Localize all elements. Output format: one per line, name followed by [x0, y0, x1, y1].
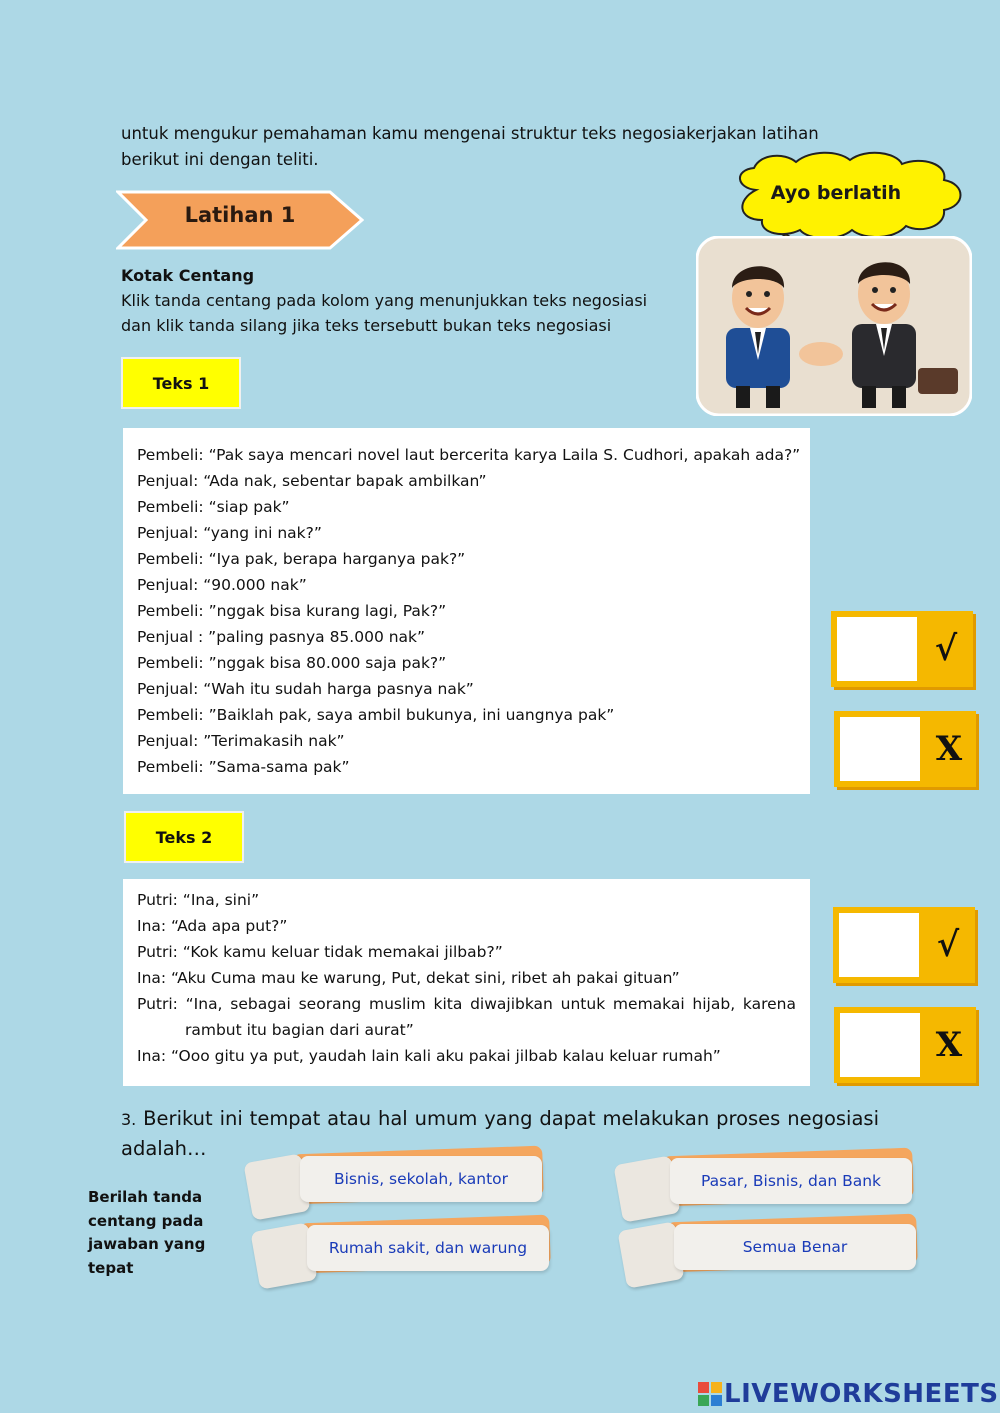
dialog-line: Penjual: ”Terimakasih nak” [137, 732, 345, 750]
teks2-check-option [833, 907, 975, 983]
liveworksheets-logo [698, 1380, 999, 1408]
dialog-line: Pembeli: ”Baiklah pak, saya ambil bukunya, ini uangnya pak” [137, 706, 615, 724]
dialog-line: Putri: “Kok kamu keluar tidak memakai jilbab?” [137, 943, 503, 961]
teks1-check-option [831, 611, 973, 687]
exercise-title: Latihan 1 [184, 203, 296, 227]
dialog-line: Putri: “Ina, sini” [137, 891, 260, 909]
teks1-cross-box[interactable] [840, 717, 920, 781]
dialog-line: Pembeli: ”Sama-sama pak” [137, 758, 350, 776]
cross-icon: X [935, 729, 963, 769]
option-label[interactable]: Rumah sakit, dan warung [307, 1225, 549, 1271]
question-text: Berikut ini tempat atau hal umum yang dapat melakukan proses negosiasi adalah… [121, 1107, 880, 1160]
intro-text: untuk mengukur pemahaman kamu mengenai struktur teks negosiakerjakan latihan berikut ini dengan teliti. [121, 124, 819, 169]
dialog-line: Ina: “Aku Cuma mau ke warung, Put, dekat sini, ribet ah pakai gituan” [137, 969, 680, 987]
dialog-line: Penjual : ”paling pasnya 85.000 nak” [137, 628, 426, 646]
instruction-line: dan klik tanda silang jika teks tersebutt bukan teks negosiasi [121, 316, 612, 335]
teks2-dialog [123, 879, 810, 1086]
dialog-line: Pembeli: “siap pak” [137, 498, 290, 516]
cross-icon: X [935, 1025, 963, 1065]
hint-line: Berilah tanda [88, 1188, 203, 1206]
teks2-check-box[interactable] [839, 913, 919, 977]
cloud-text: Ayo berlatih [770, 182, 902, 204]
check-icon: √ [934, 629, 958, 669]
hint-line: centang pada [88, 1211, 204, 1230]
question-number: 3. [121, 1110, 137, 1129]
instruction-line: Klik tanda centang pada kolom yang menunjukkan teks negosiasi [121, 291, 648, 310]
teks1-label: Teks 1 [121, 357, 241, 409]
dialog-line: Pembeli: ”nggak bisa kurang lagi, Pak?” [137, 602, 447, 620]
dialog-line: Penjual: “Ada nak, sebentar bapak ambilkan” [137, 472, 487, 490]
option-4[interactable] [622, 1218, 922, 1288]
option-2[interactable] [618, 1152, 918, 1222]
hint-line: jawaban yang tepat [88, 1235, 206, 1277]
logo-icon [698, 1382, 722, 1406]
logo-text: LIVEWORKSHEETS [724, 1379, 999, 1409]
option-label[interactable]: Bisnis, sekolah, kantor [300, 1156, 542, 1202]
option-label[interactable]: Pasar, Bisnis, dan Bank [670, 1158, 912, 1204]
teks2-cross-box[interactable] [840, 1013, 920, 1077]
option-3[interactable] [255, 1219, 555, 1289]
handshake-illustration [696, 236, 972, 416]
answer-hint [88, 1186, 248, 1280]
teks1-dialog [123, 428, 810, 794]
dialog-line: Ina: “Ooo gitu ya put, yaudah lain kali aku pakai jilbab kalau keluar rumah” [137, 1047, 721, 1065]
option-1[interactable] [248, 1150, 548, 1220]
dialog-line: Pembeli: “Iya pak, berapa harganya pak?” [137, 550, 466, 568]
dialog-line: Putri: “Ina, sebagai seorang muslim kita diwajibkan untuk memakai hijab, karena [137, 995, 796, 1013]
teks1-cross-option [834, 711, 976, 787]
check-icon: √ [936, 925, 960, 965]
dialog-line: Penjual: “90.000 nak” [137, 576, 307, 594]
option-label[interactable]: Semua Benar [674, 1224, 916, 1270]
teks2-label: Teks 2 [124, 811, 244, 863]
dialog-line: Penjual: “Wah itu sudah harga pasnya nak” [137, 680, 474, 698]
teks1-check-box[interactable] [837, 617, 917, 681]
dialog-line: Penjual: “yang ini nak?” [137, 524, 322, 542]
dialog-line: Pembeli: “Pak saya mencari novel laut bercerita karya Laila S. Cudhori, apakah ada?” [137, 446, 801, 464]
teks2-cross-option [834, 1007, 976, 1083]
dialog-line: Ina: “Ada apa put?” [137, 917, 288, 935]
instructions [121, 288, 681, 338]
section-title: Kotak Centang [121, 266, 255, 285]
dialog-line: rambut itu bagian dari aurat” [185, 1021, 414, 1039]
dialog-line: Pembeli: ”nggak bisa 80.000 saja pak?” [137, 654, 447, 672]
